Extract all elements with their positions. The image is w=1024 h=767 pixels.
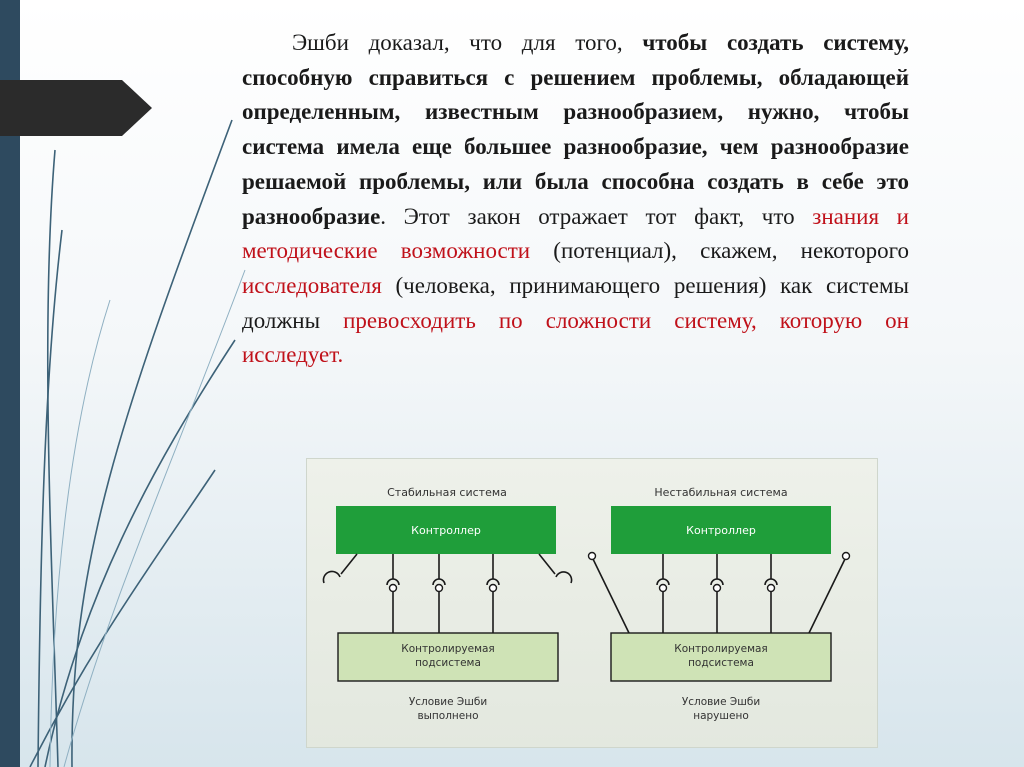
connector-ball — [843, 553, 850, 560]
stable-status-line1: Условие Эшби — [408, 696, 488, 708]
unstable-status-line1: Условие Эшби — [681, 696, 761, 708]
text-segment: Эшби доказал, что для того, — [292, 30, 643, 55]
main-paragraph — [242, 26, 909, 373]
text-segment: (потенциал), скажем, некоторого — [530, 238, 909, 264]
connector-ball — [660, 585, 667, 592]
connector-ball — [490, 585, 497, 592]
stable-system-title: Стабильная система — [387, 486, 507, 499]
unstable-status-line2: нарушено — [693, 710, 749, 722]
connector-ball — [768, 585, 775, 592]
stable-subsystem-line1: Контролируемая — [401, 643, 495, 655]
unstable-subsystem-line1: Контролируемая — [674, 643, 768, 655]
stable-subsystem-line2: подсистема — [415, 657, 481, 669]
ashby-diagram — [306, 458, 878, 748]
arrow-tab-shape — [0, 80, 152, 136]
stable-controller-label: Контроллер — [411, 524, 481, 537]
text-bold-segment: чтобы создать систему, способную справиться с решением проблемы, обладающей определенным, известным разнообразием, нужно, чтобы система имела еще большее разнообразие, чем разнообразие решаемой проблемы, или была способна создать в себе это разнообразие — [242, 30, 909, 229]
stable-connectors — [323, 554, 571, 633]
connector-ball — [436, 585, 443, 592]
connector-ball — [714, 585, 721, 592]
text-red-segment: знания и методические возможности — [242, 203, 909, 264]
text-segment: (человека, принимающего решения) как системы должны — [242, 272, 909, 333]
text-red-segment: исследователя — [242, 272, 382, 298]
connector-ball — [390, 585, 397, 592]
unstable-connectors — [593, 554, 845, 633]
unstable-system-title: Нестабильная система — [654, 486, 788, 499]
text-red-segment: превосходить по сложности систему, которую он исследует. — [242, 307, 909, 368]
stable-status-line2: выполнено — [417, 710, 479, 722]
connector-ball — [589, 553, 596, 560]
unstable-subsystem-line2: подсистема — [688, 657, 754, 669]
text-segment: . Этот закон отражает тот факт, что — [380, 203, 813, 229]
unstable-controller-label: Контроллер — [686, 524, 756, 537]
